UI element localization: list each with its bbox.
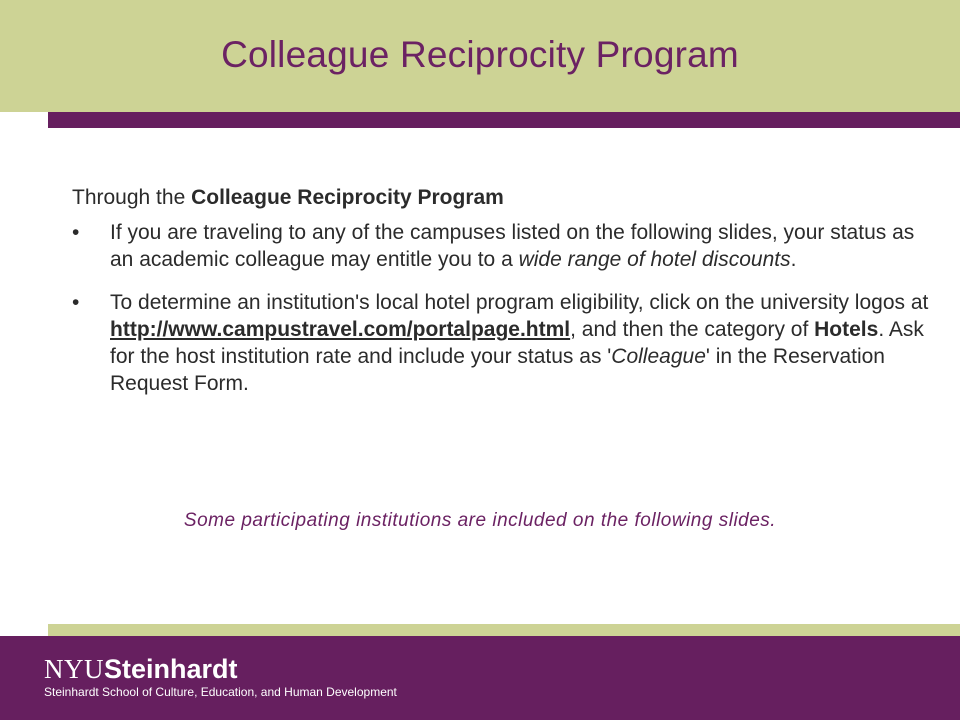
- bullet-icon: •: [72, 291, 80, 314]
- logo-steinhardt-text: Steinhardt: [104, 654, 238, 684]
- bullet-text-end: .: [790, 248, 797, 271]
- logo-nyu-text: NYU: [44, 654, 104, 684]
- bullet-text: To determine an institution's local hotel program eligibility, click on the university logos at: [110, 291, 929, 314]
- colleague-status: Colleague: [611, 345, 706, 368]
- participating-note: Some participating institutions are included on the following slides.: [183, 510, 777, 531]
- intro-lead: Through the: [72, 186, 192, 209]
- logo-subtitle: Steinhardt School of Culture, Education, and Human Development: [44, 685, 397, 699]
- nyu-steinhardt-logo: [44, 655, 397, 699]
- slide-title: Colleague Reciprocity Program: [221, 34, 739, 75]
- bullet-item-eligibility: [72, 289, 932, 397]
- bullet-text: , and then the category of: [570, 318, 815, 341]
- bullet-text: . Ask for the host institution rate and include your status as ': [110, 318, 924, 368]
- bullet-text: If you are traveling to any of the campuses listed on the following slides, your status as an academic colleague may entitle you to a: [110, 221, 915, 271]
- intro-line: [72, 184, 932, 211]
- campustravel-link[interactable]: http://www.campustravel.com/portalpage.html: [110, 318, 571, 341]
- intro-program-name: Colleague Reciprocity Program: [191, 186, 504, 209]
- bullet-item-discounts: [72, 219, 932, 273]
- bullet-list: [72, 219, 932, 397]
- bullet-emphasis: wide range of hotel discounts: [518, 248, 791, 271]
- header-divider: [48, 112, 960, 128]
- bullet-icon: •: [72, 221, 80, 244]
- bullet-text-end: ' in the Reservation Request Form.: [110, 345, 885, 395]
- footer-divider: [48, 624, 960, 636]
- hotels-category: Hotels: [814, 318, 879, 341]
- slide-body: [72, 184, 932, 413]
